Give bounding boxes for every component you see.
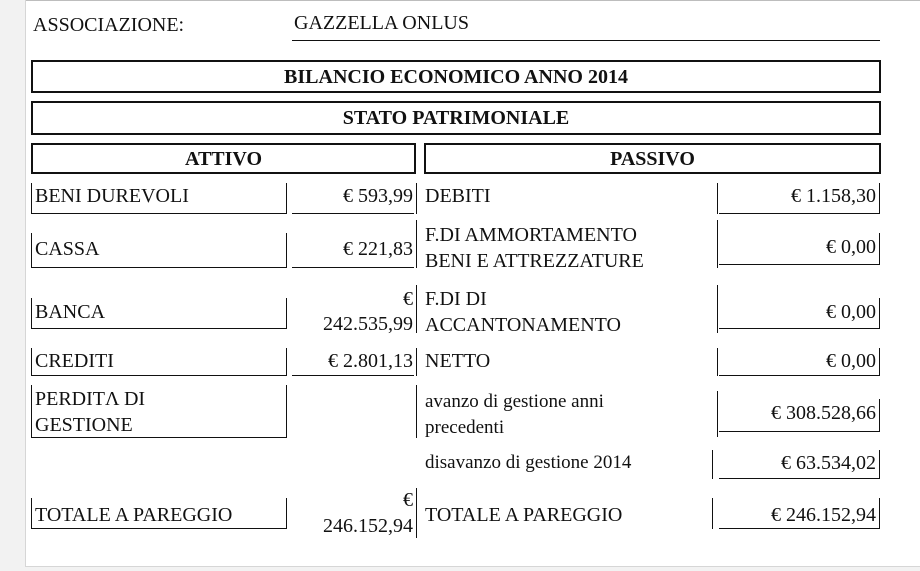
attivo-heading-box: [31, 143, 416, 174]
passivo-heading: PASSIVO: [610, 148, 695, 170]
page-top-border: [26, 0, 920, 1]
passivo-label-avanzo-line1: avanzo di gestione anni: [425, 391, 604, 412]
attivo-total-divider: [286, 498, 287, 529]
passivo-row-border: [879, 348, 880, 376]
passivo-value-avanzo: € 308.528,66: [771, 402, 876, 424]
passivo-row-border: [879, 399, 880, 432]
attivo-row-underline: [31, 437, 286, 438]
attivo-row-border: [31, 183, 32, 214]
subtitle-box: [31, 101, 881, 135]
attivo-row-divider: [286, 183, 287, 214]
attivo-row-underline: [31, 375, 286, 376]
passivo-row-divider: [717, 220, 718, 268]
association-name: GAZZELLA ONLUS: [294, 12, 469, 34]
document-page: [25, 0, 920, 567]
passivo-value-underline: [719, 264, 879, 265]
attivo-total-border: [31, 498, 32, 529]
passivo-total-border: [879, 498, 880, 529]
column-divider: [416, 220, 417, 268]
passivo-value-underline: [719, 328, 879, 329]
attivo-row-underline: [31, 213, 286, 214]
attivo-row-border: [31, 348, 32, 376]
attivo-label-perdita-line2: GESTIONE: [35, 414, 133, 436]
attivo-value-underline: [292, 375, 414, 376]
passivo-row-divider: [717, 183, 718, 214]
passivo-label-accantonamento-line2: ACCANTONAMENTO: [425, 314, 621, 336]
passivo-row-border: [879, 450, 880, 479]
passivo-row-divider: [717, 285, 718, 333]
passivo-row-divider: [717, 391, 718, 437]
passivo-label-ammortamento-line1: F.DI AMMORTAMENTO: [425, 224, 637, 246]
attivo-row-border: [31, 298, 32, 329]
attivo-value-banca-currency: €: [403, 288, 413, 310]
passivo-total-underline: [719, 528, 879, 529]
attivo-label-banca: BANCA: [35, 301, 106, 323]
attivo-value-underline: [292, 213, 414, 214]
column-divider: [416, 183, 417, 214]
attivo-total-currency: €: [403, 489, 413, 511]
passivo-label-debiti: DEBITI: [425, 185, 491, 207]
association-label: ASSOCIAZIONE:: [33, 14, 185, 36]
passivo-value-underline: [719, 478, 879, 479]
passivo-value-debiti: € 1.158,30: [791, 185, 876, 207]
title-box: [31, 60, 881, 93]
attivo-row-underline: [31, 267, 286, 268]
passivo-label-disavanzo: disavanzo di gestione 2014: [425, 452, 632, 473]
column-divider: [416, 488, 417, 538]
column-divider: [416, 348, 417, 376]
column-divider: [416, 385, 417, 438]
passivo-value-underline: [719, 375, 879, 376]
document-subtitle: STATO PATRIMONIALE: [342, 107, 570, 129]
attivo-value-beni-durevoli: € 593,99: [343, 185, 413, 207]
attivo-heading: ATTIVO: [184, 148, 263, 170]
attivo-row-divider: [286, 348, 287, 376]
attivo-total-underline: [31, 528, 286, 529]
passivo-row-border: [879, 233, 880, 265]
attivo-row-underline: [31, 328, 286, 329]
attivo-value-banca-amount: 242.535,99: [323, 313, 413, 335]
attivo-label-perdita-line1: PERDITΛ DI: [35, 388, 146, 410]
passivo-value-ammortamento: € 0,00: [826, 236, 876, 258]
attivo-label-crediti: CREDITI: [35, 350, 114, 372]
attivo-label-beni-durevoli: BENI DUREVOLI: [35, 185, 189, 207]
passivo-value-underline: [719, 431, 879, 432]
attivo-row-divider: [286, 298, 287, 329]
attivo-total-label: TOTALE A PAREGGIO: [35, 504, 233, 526]
attivo-row-border: [31, 385, 32, 438]
attivo-value-underline: [292, 267, 414, 268]
passivo-label-ammortamento-line2: BENI E ATTREZZATURE: [425, 250, 644, 272]
attivo-row-divider: [286, 385, 287, 438]
attivo-value-crediti: € 2.801,13: [328, 350, 413, 372]
document-title: BILANCIO ECONOMICO ANNO 2014: [284, 66, 628, 88]
passivo-heading-box: [424, 143, 881, 174]
passivo-row-border: [879, 298, 880, 329]
passivo-row-border: [879, 183, 880, 214]
passivo-row-divider: [712, 450, 713, 479]
passivo-value-underline: [719, 213, 879, 214]
association-name-underline: [292, 40, 880, 41]
passivo-value-disavanzo: € 63.534,02: [781, 452, 876, 474]
attivo-label-cassa: CASSA: [35, 238, 100, 260]
passivo-value-accantonamento: € 0,00: [826, 301, 876, 323]
passivo-total-divider: [712, 498, 713, 529]
passivo-label-avanzo-line2: precedenti: [425, 417, 505, 438]
passivo-value-netto: € 0,00: [826, 350, 876, 372]
passivo-row-divider: [717, 348, 718, 376]
attivo-row-divider: [286, 233, 287, 268]
passivo-label-netto: NETTO: [425, 350, 491, 372]
attivo-value-cassa: € 221,83: [343, 238, 413, 260]
passivo-label-accantonamento-line1: F.DI DI: [425, 288, 487, 310]
attivo-total-amount: 246.152,94: [323, 515, 413, 537]
column-divider: [416, 285, 417, 333]
passivo-total-value: € 246.152,94: [771, 504, 876, 526]
passivo-total-label: TOTALE A PAREGGIO: [425, 504, 623, 526]
attivo-row-border: [31, 233, 32, 268]
